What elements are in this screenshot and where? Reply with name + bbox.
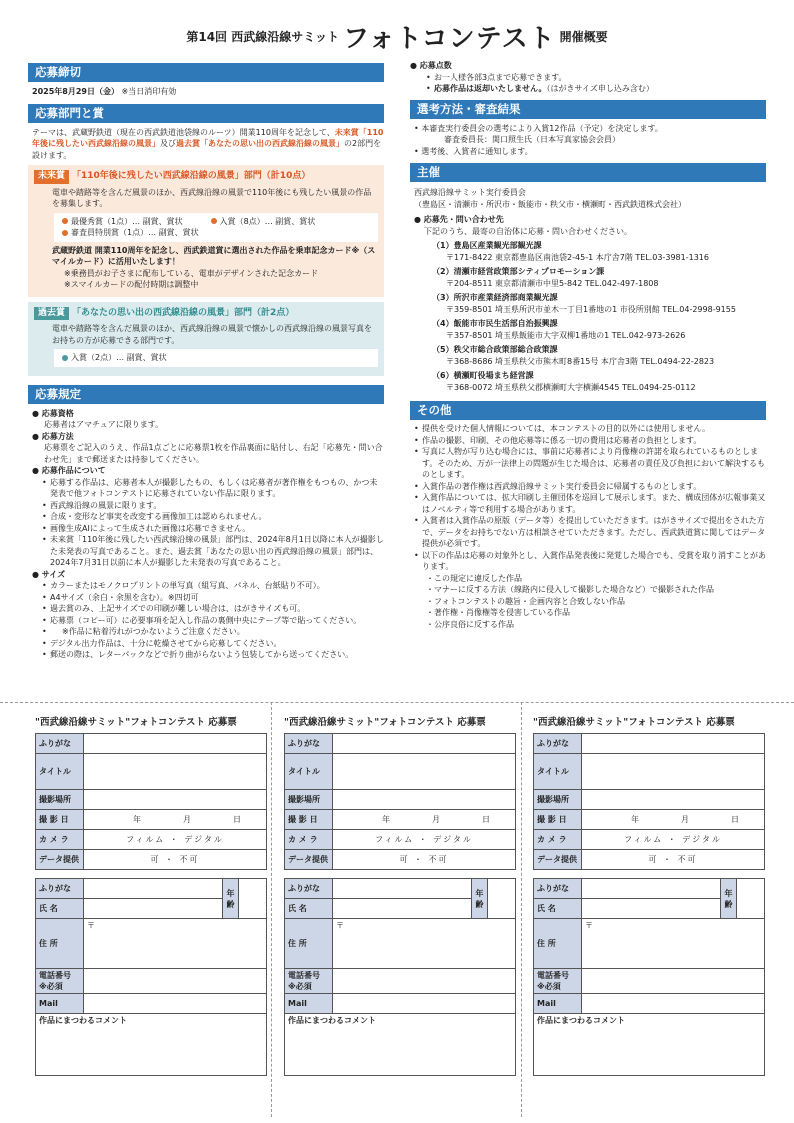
name-field[interactable] [84, 899, 223, 919]
date-label: 撮 影 日 [36, 810, 84, 830]
list-item: • 提供を受けた個人情報については、本コンテストの目的以外には使用しません。 [414, 423, 766, 435]
org-item: （4）飯能市市民生活部自治振興課 〒357-8501 埼玉県飯能市大字双柳1番地の1 TEL.042-973-2626 [432, 319, 686, 340]
list-item: • 以下の作品は応募の対象外とし、入賞作品発表後に発覚した場合でも、受賞を取り消すことがあります。 [414, 550, 766, 573]
qualification-text: 応募者はアマチュアに限ります。 [44, 420, 164, 429]
phone-field[interactable] [84, 969, 267, 994]
form-table-photo [284, 733, 516, 870]
list-item: • 写真に人物が写り込む場合には、事前に応募者により肖像権の許諾を取られているものとします。そのため、万が一法律上の問題が生じた場合は、応募者の責任及び負担において解決するものとします。 [414, 446, 766, 481]
camera-label: カ メ ラ [285, 830, 333, 850]
form-title: "西武線沿線サミット"フォトコンテスト 応募票 [284, 717, 486, 728]
data-field[interactable]: 可 ・ 不可 [582, 850, 765, 870]
list-item: • 画像生成AIによって生成された画像は応募できません。 [42, 523, 384, 535]
future-note-1: ※乗務員がお子さまに配布している、電車がデザインされた記念カード [64, 268, 319, 278]
title-field[interactable] [582, 754, 765, 790]
age-field[interactable] [737, 879, 765, 919]
size-head: ● サイズ [32, 569, 66, 579]
place-label: 撮影場所 [534, 790, 582, 810]
categories-intro: テーマは、武蔵野鉄道（現在の西武鉄道池袋線のルーツ）開業110周年を記念して、未来賞「110年後に残したい西武線沿線の風景」及び過去賞「あなたの思い出の西武線沿線の風景」の2部門を設けます。 [32, 127, 384, 160]
list-item: ・著作権・肖像権等を侵害している作品 [426, 608, 570, 617]
judge-body [414, 123, 766, 158]
bullet-icon [62, 355, 68, 361]
other-list [410, 423, 766, 573]
furigana-label: ふりがな [36, 734, 84, 754]
org-item: （1）豊島区産業観光部観光課 〒171-8422 東京都豊島区南池袋2-45-1 本庁舎7階 TEL.03-3981-1316 [432, 241, 709, 262]
list-item: • 合成・変形など事実を改変する画像加工は認められません。 [42, 511, 384, 523]
host-body [414, 187, 766, 393]
title-furigana-field[interactable] [582, 734, 765, 754]
name-furigana-field[interactable] [84, 879, 223, 899]
name-label: 氏 名 [285, 899, 333, 919]
phone-label: 電話番号 ※必須 [285, 969, 333, 994]
list-item: • 過去賞のみ、上記サイズでの印刷が難しい場合は、はがきサイズも可。 [42, 603, 384, 615]
contact-text: 下記のうち、最寄の自治体に応募・問い合わせください。 [424, 226, 632, 236]
left-column [28, 63, 384, 661]
mail-label: Mail [534, 994, 582, 1014]
title-furigana-field[interactable] [84, 734, 267, 754]
age-label: 年齢 [472, 879, 488, 919]
data-label: データ提供 [285, 850, 333, 870]
bullet-icon [62, 218, 68, 224]
data-field[interactable]: 可 ・ 不可 [333, 850, 516, 870]
date-field[interactable]: 年 月 日 [333, 810, 516, 830]
phone-field[interactable] [582, 969, 765, 994]
data-label: データ提供 [534, 850, 582, 870]
form-table-person [284, 878, 516, 1076]
title-field[interactable] [333, 754, 516, 790]
comment-field[interactable]: 作品にまつわるコメント [285, 1014, 516, 1076]
address-label: 住 所 [285, 919, 333, 969]
other-sublist [410, 573, 766, 631]
name-label: 氏 名 [36, 899, 84, 919]
list-item: ・マナーに反する方法（線路内に侵入して撮影した場合など）で撮影された作品 [426, 585, 714, 594]
list-item: • 未来賞「110年後に残したい西武線沿線の風景」部門は、2024年8月1日以降に本人が撮影した未発表の写真であること。また、過去賞「あなたの思い出の西武線沿線の風景」部門は、2024年7月31日以前に本人が撮影した未発表の写真であること。 [42, 534, 384, 569]
place-field[interactable] [84, 790, 267, 810]
form-table-person [533, 878, 765, 1076]
org-item: （5）秩父市総合政策部総合政策課 〒368-8686 埼玉県秩父市熊木町8番15号 本庁舎3階 TEL.0494-22-2823 [432, 345, 715, 366]
list-item: • お一人様各部3点まで応募できます。 [426, 72, 766, 84]
host-heading: 主催 [410, 163, 766, 182]
address-field[interactable]: 〒 [333, 919, 516, 969]
judge-heading: 選考方法・審査結果 [410, 100, 766, 119]
furigana-label: ふりがな [534, 879, 582, 899]
org-item: （6）横瀬町役場まち経営課 〒368-0072 埼玉県秩父郡横瀬町大字横瀬4545 TEL.0494-25-0112 [432, 371, 696, 392]
rules-body [32, 408, 384, 661]
furigana-label: ふりがな [36, 879, 84, 899]
address-field[interactable]: 〒 [582, 919, 765, 969]
past-tag: 過去賞 [34, 307, 69, 321]
list-item: • デジタル出力作品は、十分に乾燥させてから応募してください。 [42, 638, 384, 650]
entry-form [284, 714, 516, 1076]
phone-label: 電話番号 ※必須 [36, 969, 84, 994]
works-head: ● 応募作品について [32, 466, 106, 475]
list-item: • ※作品に粘着汚れがつかないようご注意ください。 [42, 626, 384, 638]
phone-label: 電話番号 ※必須 [534, 969, 582, 994]
bullet-icon [211, 218, 217, 224]
camera-label: カ メ ラ [36, 830, 84, 850]
camera-label: カ メ ラ [534, 830, 582, 850]
future-desc: 電車や踏路等を含んだ風景のほか、西武線沿線の風景で110年後にも残したい風景の作品を募集します。 [52, 187, 372, 208]
place-field[interactable] [333, 790, 516, 810]
list-item: • 入賞作品については、拡大印刷し主催団体を巡回して展示します。また、構成団体が広報事業又はノベルティ等で利用する場合があります。 [414, 492, 766, 515]
age-field[interactable] [488, 879, 516, 919]
method-text: 応募票をご記入のうえ、作品1点ごとに応募票1枚を作品裏面に貼付し、右記「応募先・問い合わせ先」まで郵送または持参してください。 [44, 443, 383, 464]
method-head: ● 応募方法 [32, 431, 74, 441]
data-field[interactable]: 可 ・ 不可 [84, 850, 267, 870]
camera-field[interactable]: フィルム ・ デジタル [333, 830, 516, 850]
age-field[interactable] [239, 879, 267, 919]
name-furigana-field[interactable] [582, 879, 721, 899]
form-title: "西武線沿線サミット"フォトコンテスト 応募票 [35, 717, 237, 728]
name-field[interactable] [333, 899, 472, 919]
header-edition: 第14回 西武線沿線サミット [186, 30, 339, 44]
qualification-head: ● 応募資格 [32, 408, 74, 418]
age-label: 年齢 [223, 879, 239, 919]
contact-head: ● 応募先・問い合わせ先 [414, 215, 504, 224]
cut-line-vertical [521, 702, 522, 1117]
entry-form [533, 714, 765, 1076]
mail-label: Mail [36, 994, 84, 1014]
list-item: • 西武線沿線の風景に限ります。 [42, 500, 384, 512]
mail-field[interactable] [84, 994, 267, 1014]
list-item: • A4サイズ（余白・余黒を含む）。※四切可 [42, 592, 384, 604]
list-item: • 郵送の際は、レターパックなどで折り曲がらないよう包装してから送ってください。 [42, 649, 384, 661]
deadline-text: 2025年8月29日（金） ※当日消印有効 [32, 87, 177, 96]
judge-text-3: • 選考後、入賞者に通知します。 [414, 146, 533, 156]
title-label: タイトル [534, 754, 582, 790]
date-field[interactable]: 年 月 日 [582, 810, 765, 830]
list-item: • 応募作品は返却いたしません。（はがきサイズ申し込み含む） [426, 83, 766, 95]
form-table-photo [35, 733, 267, 870]
count-head: ● 応募点数 [410, 61, 452, 70]
size-list [32, 580, 384, 661]
page-header [0, 18, 794, 52]
place-label: 撮影場所 [285, 790, 333, 810]
list-item: • 入賞作品の著作権は西武線沿線サミット実行委員会に帰属するものとします。 [414, 481, 766, 493]
date-label: 撮 影 日 [534, 810, 582, 830]
title-field[interactable] [84, 754, 267, 790]
future-tag: 未来賞 [34, 170, 69, 184]
works-list [32, 477, 384, 569]
place-field[interactable] [582, 790, 765, 810]
future-awards: 最優秀賞（1点）… 副賞、賞状 入賞（8点）… 副賞、賞状 審査員特別賞（1点）… 副賞、賞状 [54, 213, 378, 242]
age-label: 年齢 [721, 879, 737, 919]
categories-heading: 応募部門と賞 [28, 104, 384, 123]
count-list [410, 72, 766, 95]
judge-text-1: • 本審査実行委員会の選考により入賞12作品（予定）を決定します。 [414, 123, 663, 133]
org-item: （3）所沢市産業経済部商業観光課 〒359-8501 埼玉県所沢市並木一丁目1番地の1 市役所別館 TEL.04-2998-9155 [432, 293, 736, 314]
list-item: • 応募票（コピー可）に必要事項を記入し作品の裏側中央にテープ等で貼ってください。 [42, 615, 384, 627]
name-label: 氏 名 [534, 899, 582, 919]
future-title: 「110年後に残したい西武線沿線の風景」部門（計10点） [72, 171, 311, 181]
mail-field[interactable] [582, 994, 765, 1014]
other-heading: その他 [410, 401, 766, 420]
camera-field[interactable]: フィルム ・ デジタル [84, 830, 267, 850]
address-field[interactable]: 〒 [84, 919, 267, 969]
cut-line [0, 702, 794, 703]
past-desc: 電車や踏路等を含んだ風景のほか、西武線沿線の風景で懐かしの西武線沿線の風景写真をお持ちの方が応募できる部門です。 [52, 324, 372, 345]
org-item: （2）清瀬市経営政策部シティプロモーション課 〒204-8511 東京都清瀬市中里5-842 TEL.042-497-1808 [432, 267, 659, 288]
bullet-icon [62, 230, 68, 236]
furigana-label: ふりがな [285, 734, 333, 754]
title-label: タイトル [36, 754, 84, 790]
cut-line-vertical [271, 702, 272, 1117]
past-award-box [28, 302, 384, 376]
furigana-label: ふりがな [285, 879, 333, 899]
title-furigana-field[interactable] [333, 734, 516, 754]
list-item: ・フォトコンテストの趣旨・企画内容と合致しない作品 [426, 596, 625, 606]
past-awards: 入賞（2点）… 副賞、賞状 [54, 349, 378, 367]
future-note-2: ※スマイルカードの配付時期は調整中 [64, 280, 199, 289]
header-suffix: 開催概要 [559, 30, 608, 44]
camera-field[interactable]: フィルム ・ デジタル [582, 830, 765, 850]
name-field[interactable] [582, 899, 721, 919]
form-table-person [35, 878, 267, 1076]
header-title: フォトコンテスト [343, 24, 556, 54]
list-item: • 作品の撮影、印刷、その他応募等に係る一切の費用は応募者の負担とします。 [414, 435, 766, 447]
entry-form [35, 714, 267, 1076]
host-text-2: （豊島区・清瀬市・所沢市・飯能市・秩父市・横瀬町・西武鉄道株式会社） [414, 199, 686, 209]
name-furigana-field[interactable] [333, 879, 472, 899]
date-label: 撮 影 日 [285, 810, 333, 830]
judge-text-2: 審査委員長：関口照生氏（日本写真家協会会員） [444, 135, 620, 144]
list-item: • 入賞者は入賞作品の原版（データ等）を提出していただきます。はがきサイズで提出をされた方で、データをお持ちでない方は相談させていただきます。ただし、西武鉄道賞に関してはデータ提供が必須です。 [414, 515, 766, 550]
data-label: データ提供 [36, 850, 84, 870]
list-item: ・公序良俗に反する作品 [426, 619, 514, 629]
mail-label: Mail [285, 994, 333, 1014]
place-label: 撮影場所 [36, 790, 84, 810]
title-label: タイトル [285, 754, 333, 790]
address-label: 住 所 [534, 919, 582, 969]
future-card-text: 武蔵野鉄道 開業110周年を記念し、西武鉄道賞に選出された作品を乗車記念カード※（スマイルカード）に活用いたします！ [52, 245, 376, 266]
phone-field[interactable] [333, 969, 516, 994]
address-label: 住 所 [36, 919, 84, 969]
mail-field[interactable] [333, 994, 516, 1014]
rules-heading: 応募規定 [28, 385, 384, 404]
list-item: • 応募する作品は、応募者本人が撮影したもの、もしくは応募者が著作権をもつもの、かつ未発表で他フォトコンテストに応募されていない作品に限ります。 [42, 477, 384, 500]
list-item: • カラーまたはモノクロプリントの単写真（組写真、パネル、台紙貼り不可）。 [42, 580, 384, 592]
future-award-box [28, 165, 384, 297]
furigana-label: ふりがな [534, 734, 582, 754]
past-title: 「あなたの思い出の西武線沿線の風景」部門（計2点） [72, 307, 295, 318]
deadline-heading: 応募締切 [28, 63, 384, 82]
host-text-1: 西武線沿線サミット実行委員会 [414, 188, 526, 197]
list-item: ・この規定に違反した作品 [426, 573, 522, 583]
right-column [410, 60, 766, 630]
date-field[interactable]: 年 月 日 [84, 810, 267, 830]
form-title: "西武線沿線サミット"フォトコンテスト 応募票 [533, 717, 735, 728]
comment-field[interactable]: 作品にまつわるコメント [36, 1014, 267, 1076]
comment-field[interactable]: 作品にまつわるコメント [534, 1014, 765, 1076]
form-table-photo [533, 733, 765, 870]
